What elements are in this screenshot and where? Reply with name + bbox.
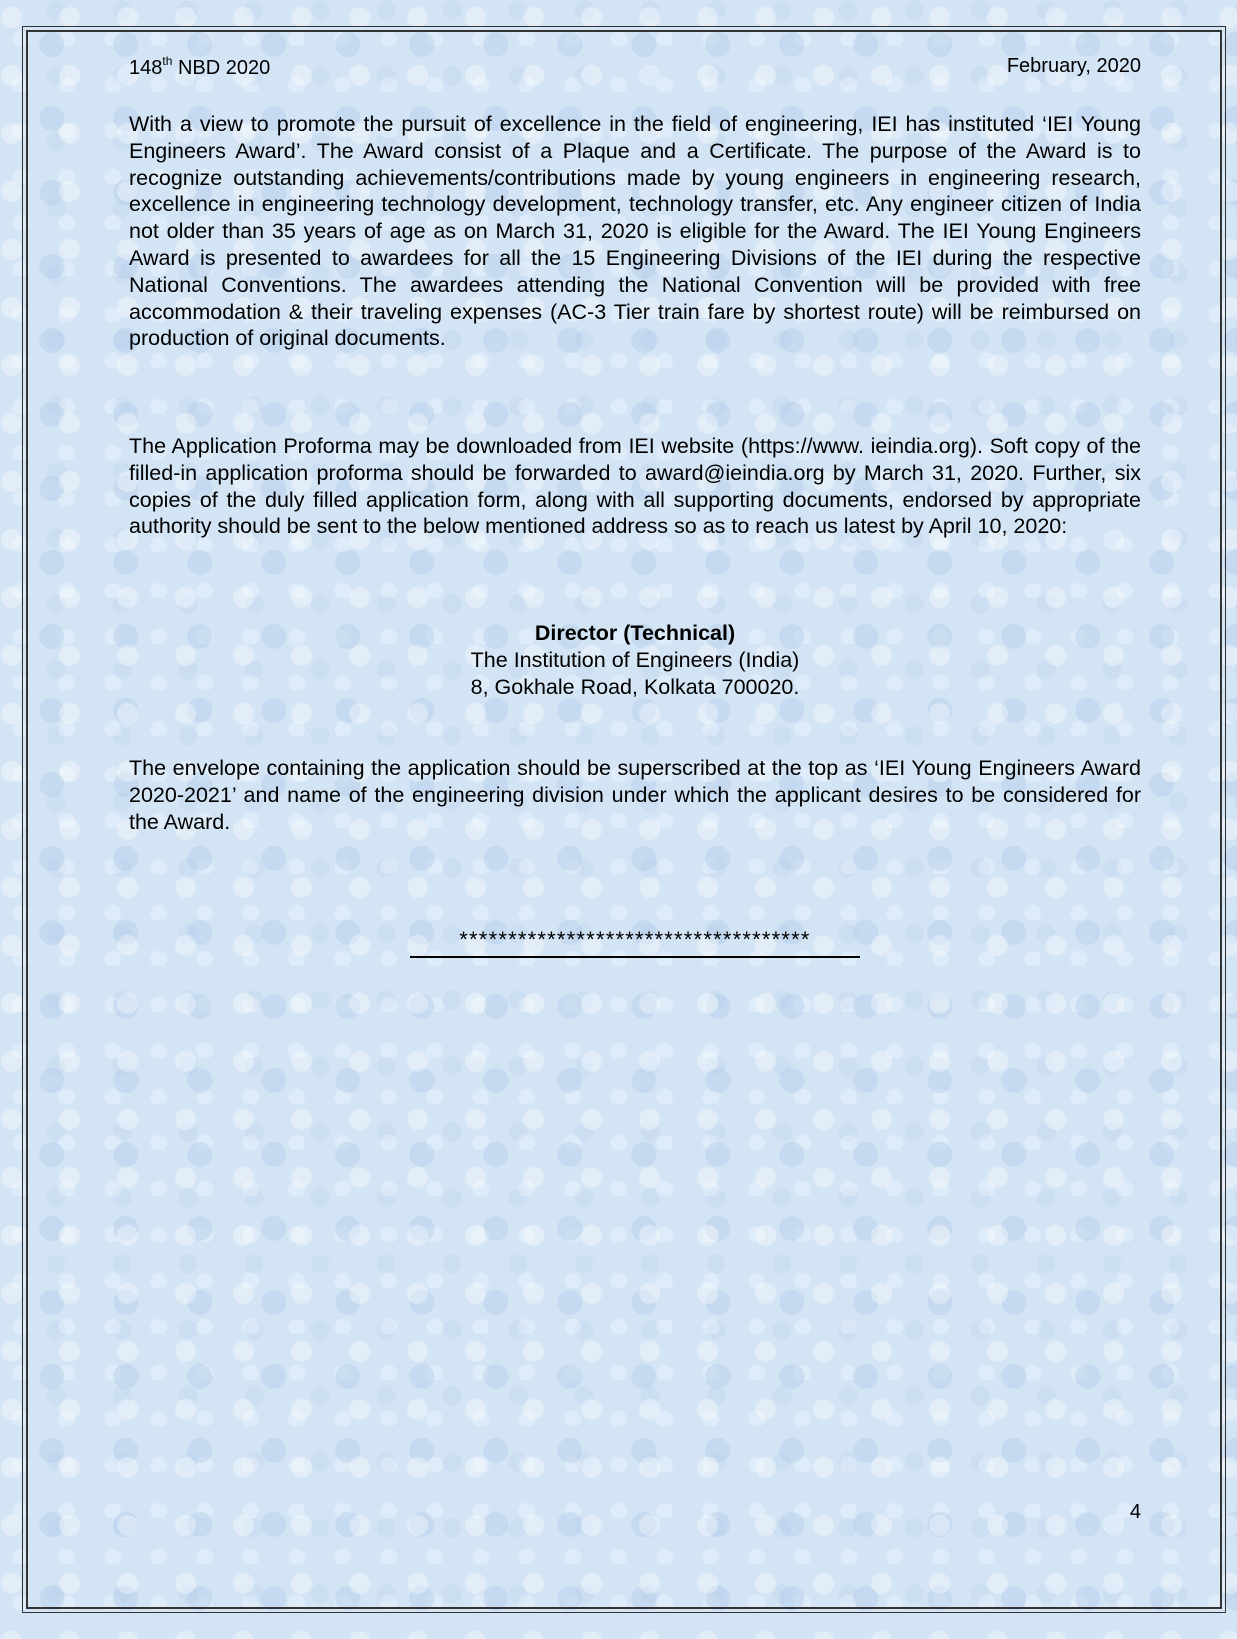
issue-ordinal-suffix: th: [162, 54, 173, 68]
address-title: Director (Technical): [534, 621, 736, 645]
mailing-address: [129, 620, 1141, 700]
header-issue: [129, 54, 270, 80]
header-date: February, 2020: [1006, 55, 1141, 77]
envelope-instructions-paragraph: The envelope containing the application should be superscribed at the top as ‘IEI Young Engineers Award 2020-2021’ and name of the engineering division under which the applicant desires to be considered for the Award.: [129, 756, 1141, 834]
application-instructions-paragraph: The Application Proforma may be downloaded from IEI website (https://www. ieindia.org). Soft copy of the filled-in application proforma should be forwarded to award@ieindia.org by March 31, 2020. Further, six copies of the duly filled application form, along with all supporting documents, endorsed by appropriate authority should be sent to the below mentioned address so as to reach us latest by April 10, 2020:: [129, 434, 1141, 539]
page-number: 4: [1129, 1501, 1141, 1523]
end-separator: ************************************: [410, 926, 860, 958]
award-description-paragraph: With a view to promote the pursuit of excellence in the field of engineering, IEI has instituted ‘IEI Young Engineers Award’. The Award consist of a Plaque and a Certificate. The purpose of the Award is to recognize outstanding achievements/contributions made by young engineers in engineering research, excellence in engineering technology development, technology transfer, etc. Any engineer citizen of India not older than 35 years of age as on March 31, 2020 is eligible for the Award. The IEI Young Engineers Award is presented to awardees for all the 15 Engineering Divisions of the IEI during the respective National Conventions. The awardees attending the National Convention will be provided with free accommodation & their traveling expenses (AC-3 Tier train fare by shortest route) will be reimbursed on production of original documents.: [129, 112, 1141, 351]
issue-number: 148: [129, 57, 163, 79]
issue-label: NBD 2020: [172, 57, 271, 79]
address-line-2: 8, Gokhale Road, Kolkata 700020.: [470, 674, 800, 699]
address-line-1: The Institution of Engineers (India): [470, 647, 800, 672]
